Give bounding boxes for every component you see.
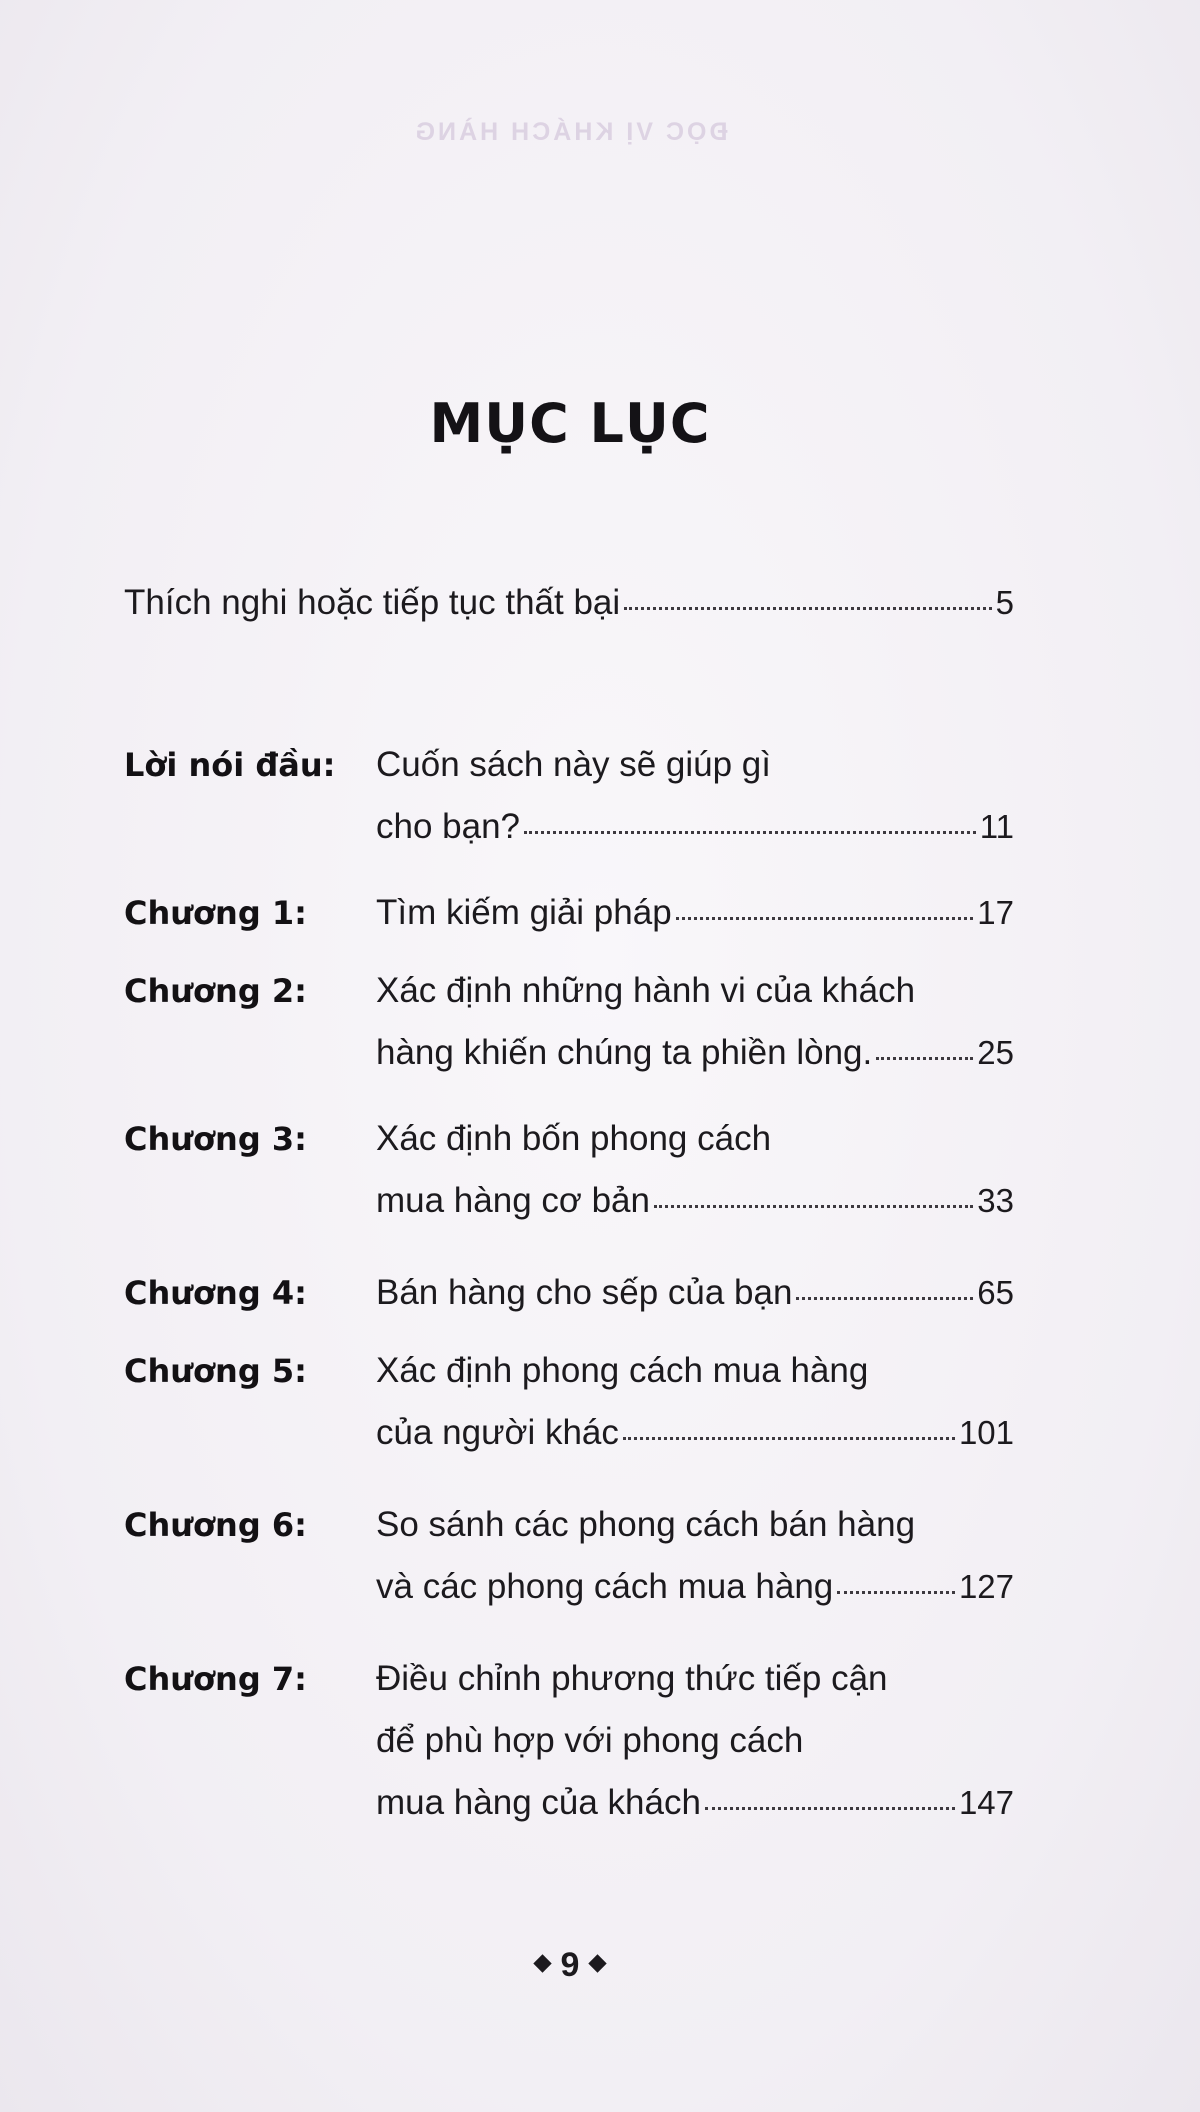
toc-entry-page: 65 (977, 1274, 1014, 1311)
page-title: MỤC LỤC (429, 392, 711, 455)
toc-entry-chapter-6[interactable] (124, 1494, 1014, 1618)
page-number: 9 (560, 1946, 580, 1984)
dot-leader (705, 1807, 955, 1810)
dot-leader (796, 1297, 973, 1300)
toc-entry-title-line: mua hàng cơ bản (376, 1181, 650, 1220)
toc-entry-chapter-7[interactable] (124, 1648, 1014, 1834)
toc-entry-label: Chương 4: (124, 1274, 307, 1312)
dot-leader (623, 1437, 955, 1440)
toc-entry-preface[interactable] (124, 734, 1014, 858)
toc-entry-title-line: Bán hàng cho sếp của bạn (376, 1273, 793, 1312)
toc-entry-label: Lời nói đầu: (124, 746, 336, 784)
toc-entry-title-line: So sánh các phong cách bán hàng (376, 1505, 916, 1544)
toc-entry-title-line: Xác định những hành vi của khách (376, 971, 916, 1010)
toc-entry-page: 17 (977, 894, 1014, 931)
dot-leader (654, 1205, 973, 1208)
toc-entry-title-line: của người khác (376, 1413, 619, 1452)
toc-entry-label: Chương 5: (124, 1352, 307, 1390)
toc-entry-title-line: Tìm kiếm giải pháp (376, 893, 672, 932)
toc-entry-label: Chương 3: (124, 1120, 307, 1158)
toc-intro-title: Thích nghi hoặc tiếp tục thất bại (124, 583, 621, 622)
toc-entry-page: 127 (958, 1568, 1014, 1605)
diamond-ornament-icon (533, 1954, 551, 1972)
toc-entry-title-line: và các phong cách mua hàng (376, 1567, 834, 1606)
toc-entry-page: 11 (979, 808, 1014, 845)
toc-entry-chapter-5[interactable] (124, 1340, 1014, 1464)
toc-entry-title-line: Xác định bốn phong cách (376, 1119, 772, 1158)
toc-intro[interactable] (124, 572, 1014, 634)
diamond-ornament-icon (589, 1954, 607, 1972)
toc-intro-page: 5 (995, 584, 1014, 621)
dot-leader (676, 917, 974, 920)
dot-leader (876, 1057, 973, 1060)
toc-entry-title-line: hàng khiến chúng ta phiền lòng. (376, 1033, 873, 1072)
toc-entry-label: Chương 1: (124, 894, 307, 932)
toc-entry-page: 147 (958, 1784, 1014, 1821)
toc-entry-chapter-3[interactable] (124, 1108, 1014, 1232)
toc-entry-title-line: mua hàng của khách (376, 1783, 701, 1822)
toc-entry-label: Chương 2: (124, 972, 307, 1010)
toc-entry-page: 25 (977, 1034, 1014, 1071)
dot-leader (524, 831, 976, 834)
toc-entry-title-line: Điều chỉnh phương thức tiếp cận (376, 1659, 888, 1698)
toc-entry-chapter-4[interactable] (124, 1262, 1014, 1324)
dot-leader (624, 607, 991, 610)
page-number-footer (0, 1946, 1140, 1985)
toc-entry-label: Chương 6: (124, 1506, 307, 1544)
running-head: ĐỌC VỊ KHÁCH HÀNG (412, 118, 728, 146)
toc-entry-chapter-1[interactable] (124, 882, 1014, 944)
table-of-contents (124, 572, 1014, 1858)
toc-entry-page: 101 (958, 1414, 1014, 1451)
toc-entry-title-line: Xác định phong cách mua hàng (376, 1351, 869, 1390)
toc-entry-title-line: Cuốn sách này sẽ giúp gì (376, 745, 771, 784)
toc-entry-label: Chương 7: (124, 1660, 307, 1698)
toc-entry-chapter-2[interactable] (124, 960, 1014, 1084)
dot-leader (837, 1591, 955, 1594)
toc-entry-page: 33 (977, 1182, 1014, 1219)
toc-entry-title-line: để phù hợp với phong cách (376, 1721, 804, 1760)
toc-entry-title-line: cho bạn? (376, 807, 521, 846)
